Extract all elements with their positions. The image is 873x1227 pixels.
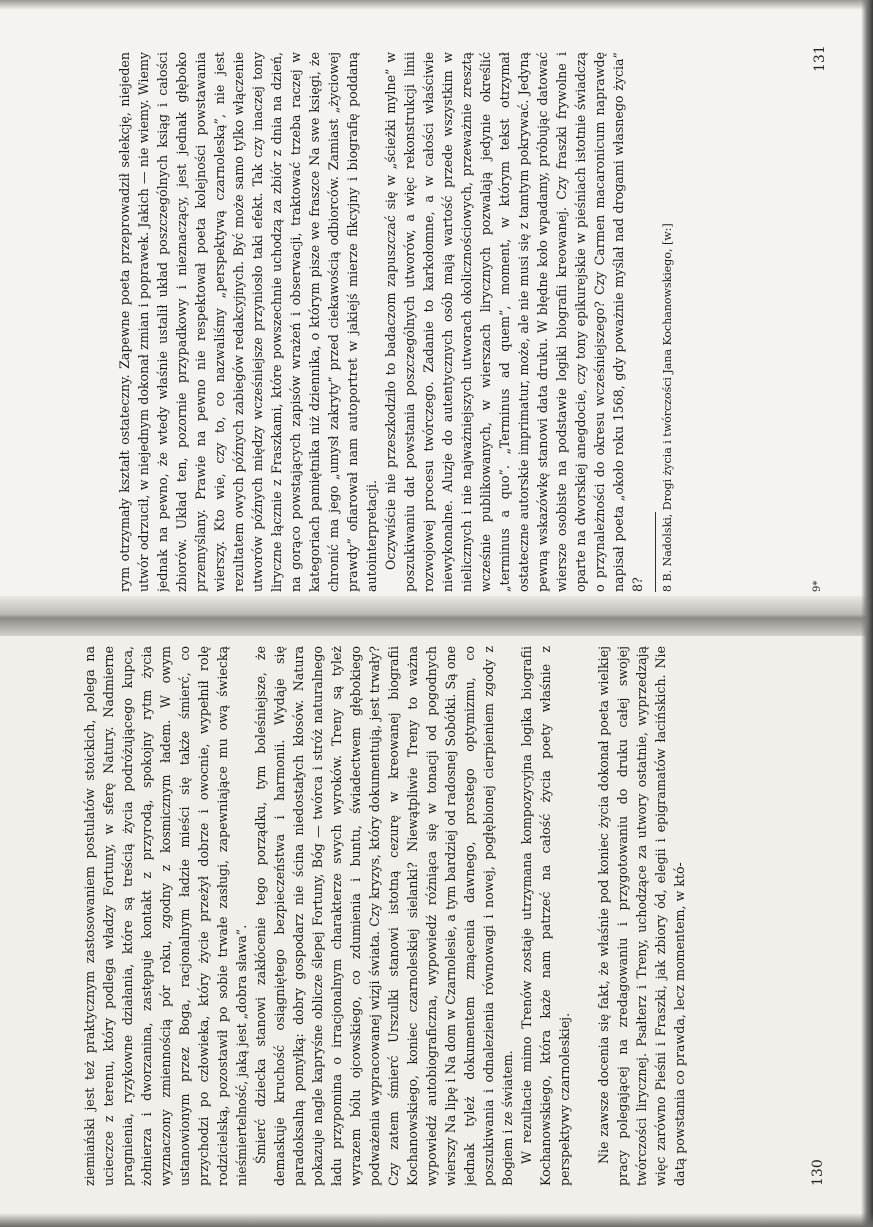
paragraph: W rezultacie mimo Trenów zostaje utrzymana kompozycyjna logika biografii Kochanowskiego, która każe nam patrzeć na całość życia poety właśnie z perspektywy czarnoleskiej. <box>519 646 572 1186</box>
paragraph: Nie zawsze docenia się fakt, że właśnie pod koniec życia dokonał poeta wielkiej pracy polegającej na zredagowaniu i przygotowaniu do druku całej swojej twórczości lirycznej. Psałterz i Treny, uchodzące za utwory ostatnie, wyprzedzają więc zarówno Pieśni i Fraszki, jak zbiory ód, elegii i epigramatów łacińskich. Nie datą powstania co prawda, lecz momentem, w któ- <box>596 646 687 1186</box>
book-gutter <box>0 596 873 636</box>
page-number: 131 <box>812 45 828 72</box>
page-number: 130 <box>810 1159 826 1186</box>
paragraph: Śmierć dziecka stanowi zakłócenie tego porządku, tym boleśniejsze, że demaskuje kruchość osiągniętego bezpieczeństwa i harmonii. Wydaje się paradoksalną pomyłką: dobry gospodarz nie ścina niedostałych kłosów. Natura pokazuje nagle kapryśne oblicze ślepej Fortuny, Bóg — twórca i stróż naturalnego ładu przypomina o irracjonalnym charakterze swych wyroków. Treny są tyleż wyrazem bólu ojcowskiego, co zdumienia i buntu, świadectwem głębokiego podważenia wypracowanej wizji świata. Czy kryzys, który dokumentują, jest trwały? Czy zatem śmierć Urszulki stanowi istotną cezurę w kreowanej biografii Kochanowskiego, koniec czarnoleskiej sielanki? Niewątpliwie Treny to ważna wypowiedź autobiograficzna, wypowiedź różniąca się w tonacji od pogodnych wierszy Na lipę i Na dom w Czarnolesie, a tym bardziej od radosnej Sobótki. Są one jednak tyleż dokumentem zmącenia dawnego, prostego optymizmu, co poszukiwania i odnalezienia równowagi i nowej, pogłębionej cierpieniem zgody z Bogiem i ze światem. <box>253 646 515 1186</box>
page-130 <box>80 646 860 1186</box>
paragraph: rym otrzymały kształt ostateczny. Zapewne poeta przeprowadził selekcję, niejeden utwór odrzucił, w niejednym dokonał zmian i poprawek. Jakich — nie wiemy. Wiemy jednak na pewno, że wtedy właśnie ustalił układ poszczególnych ksiąg i całości zbiorów. Układ ten, pozornie przypadkowy i nieznaczący, jest jednak głęboko przemyślany. Prawie na pewno nie respektował poeta kolejności powstawania wierszy. Kto wie, czy to, co nazwaliśmy „perspektywą czarnoleską”, nie jest rezultatem owych późnych zabiegów redakcyjnych. Być może samo tylko włączenie utworów późnych między wcześniejsze przyniosło taki efekt. Tak czy inaczej tony liryczne łącznie z Fraszkami, które powszechnie uchodzą za zbiór z dnia na dzień, na gorąco powstających zapisów wrażeń i obserwacji, traktować trzeba raczej w kategoriach pamiętnika niż dziennika, o którym pisze we fraszce Na swe księgi, że chronić ma jego „umysł zakryty” przed ciekawością odbiorców. Zamiast „życiowej prawdy” ofiarował nam autoportret w jakiejś mierze fikcyjny i biografię poddaną autointerpretacji. <box>117 52 379 592</box>
edge-shadow-top <box>0 0 873 10</box>
edge-shadow-right <box>861 0 873 1227</box>
page-131 <box>60 45 840 592</box>
footnote-rule <box>655 512 656 592</box>
page-130-body <box>80 646 770 1186</box>
paragraph: ziemiański jest też praktycznym zastosowaniem postulatów stoickich, polega na ucieczce z terenu, który podlega władzy Fortuny, w sferę Natury. Nadmierne pragnienia, ryzykowne działania, które są treścią życia podróżującego kupca, żołnierza i dworzanina, zastępuje kontakt z przyrodą, spokojny rytm życia wyznaczony zmiennością pór roku, zgodny z kosmicznym ładem. W owym ustanowionym przez Boga, racjonalnym ładzie mieści się także śmierć, co przychodzi po człowieka, który życie przeżył dobrze i owocnie, wypełnił rolę rodzicielską, pozostawił po sobie trwałe zasługi, zapewniające mu ową świecką nieśmiertelność, jaką jest „dobra sława”. <box>82 646 249 1186</box>
footnote: 8 B. Nadolski, Drogi życia i twórczości Jana Kochanowskiego, [w:] <box>661 223 674 592</box>
section-gap <box>574 646 594 1186</box>
page-131-body <box>115 52 775 592</box>
edge-shadow-bottom <box>0 1213 873 1227</box>
printer-signature: 9* <box>812 580 823 592</box>
paragraph: Oczywiście nie przeszkodziło to badaczom zapuszczać się w „ścieżki mylne” w poszukiwaniu dat powstania poszczególnych utworów, a więc rekonstrukcji linii rozwojowej procesu twórczego. Zadanie to karkołomne, a w całości właściwie niewykonalne. Aluzje do autentycznych osób mają wartość przede wszystkim w nielicznych i nie najważniejszych utworach okolicznościowych, przeważnie zresztą wcześnie publikowanych, w wierszach lirycznych pozwalają jedynie określić „terminus a quo”. „Terminus ad quem”, moment, w którym tekst otrzymał ostateczne autorskie imprimatur, może, ale nie musi się z tamtym pokrywać. Jedyną pewną wskazówkę stanowi data druku. W błędne koło wpadamy, próbując datować wiersze osobiste na podstawie logiki biografii kreowanej. Czy fraszki frywolne i oparte na dworskiej anegdocie, czy tony epikurejskie w pieśniach istotnie świadczą o przynależności do okresu wcześniejszego? Czy Carmen macaronicum naprawdę napisał poeta „około roku 1568, gdy poważnie myślał nad drogami własnego życia” 8? <box>383 52 645 592</box>
